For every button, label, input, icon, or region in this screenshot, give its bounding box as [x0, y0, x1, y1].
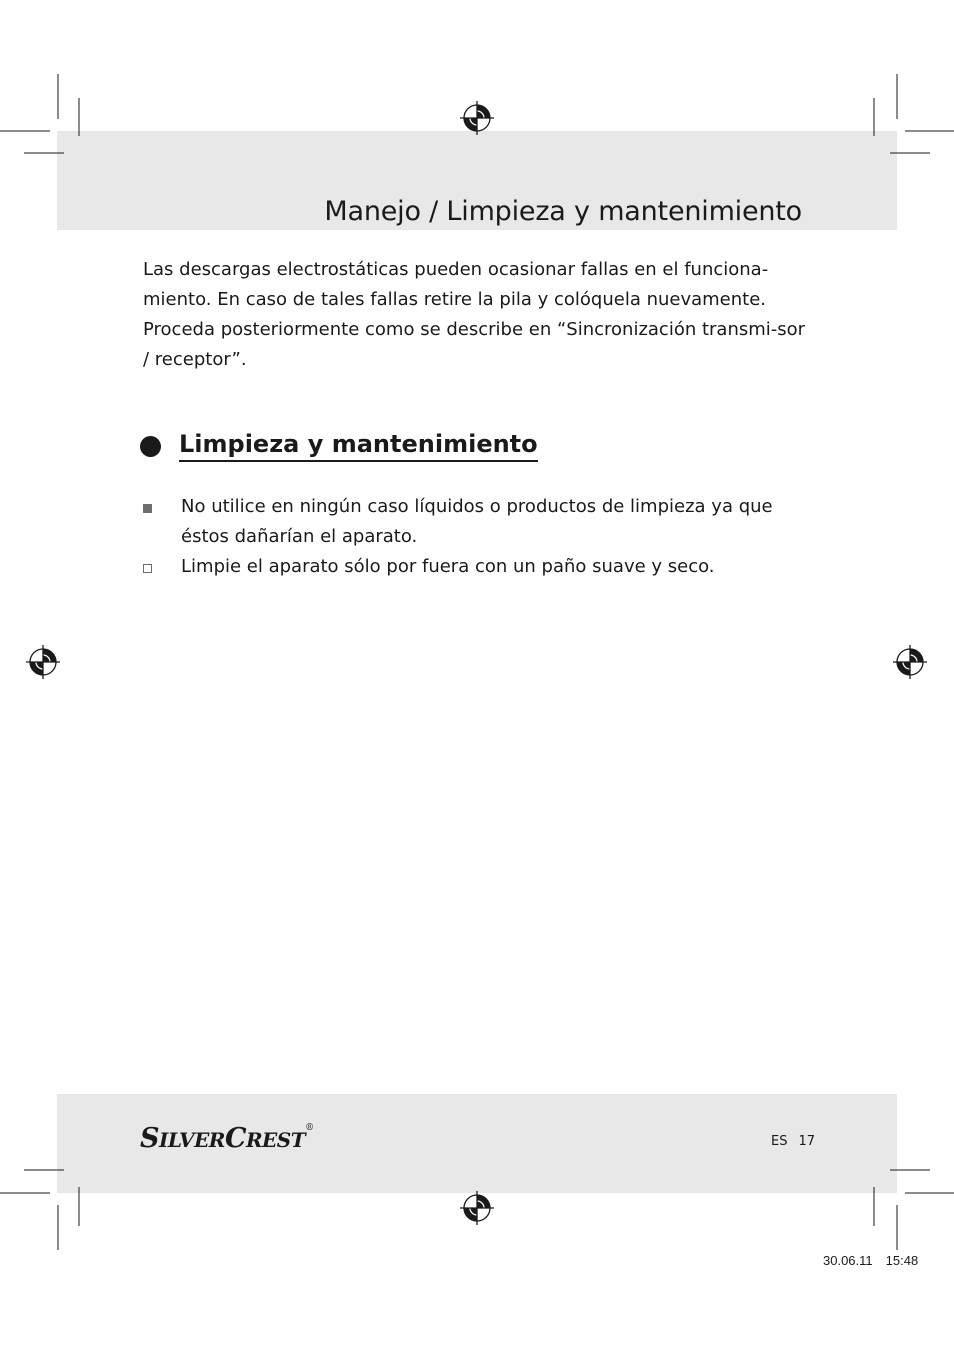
trademark-symbol: ® — [305, 1123, 314, 1133]
print-timestamp — [823, 1253, 918, 1268]
bullet-dot-icon — [140, 436, 161, 457]
registration-target-bottom — [460, 1191, 494, 1225]
instruction-list — [141, 492, 821, 582]
list-item-text: Limpie el aparato sólo por fuera con un paño suave y seco. — [181, 556, 715, 577]
section-heading — [140, 428, 538, 464]
language-code: ES — [771, 1134, 788, 1149]
registration-target-left — [26, 645, 60, 679]
page-number-value: 17 — [798, 1134, 816, 1149]
list-item-text: No utilice en ningún caso líquidos o productos de limpieza ya que éstos dañarían el aparato. — [181, 496, 773, 547]
list-item — [141, 552, 821, 582]
print-date: 30.06.11 — [823, 1253, 873, 1268]
print-time: 15:48 — [885, 1253, 919, 1268]
page-number — [771, 1134, 815, 1149]
registration-target-top — [460, 101, 494, 135]
section-heading-text: Limpieza y mantenimiento — [179, 430, 538, 462]
page-title: Manejo / Limpieza y mantenimiento — [324, 196, 802, 228]
registration-target-right — [893, 645, 927, 679]
hollow-square-icon — [143, 564, 152, 573]
body-paragraph: Las descargas electrostáticas pueden ocasionar fallas en el funciona-miento. En caso de tales fallas retire la pila y colóquela nuevamente. Proceda posteriormente como se describe en “Sincronización transmi-sor / receptor”. — [143, 259, 806, 370]
brand-logo: SILVERCREST® — [140, 1123, 314, 1154]
filled-square-icon — [143, 504, 152, 513]
list-item — [141, 492, 821, 552]
